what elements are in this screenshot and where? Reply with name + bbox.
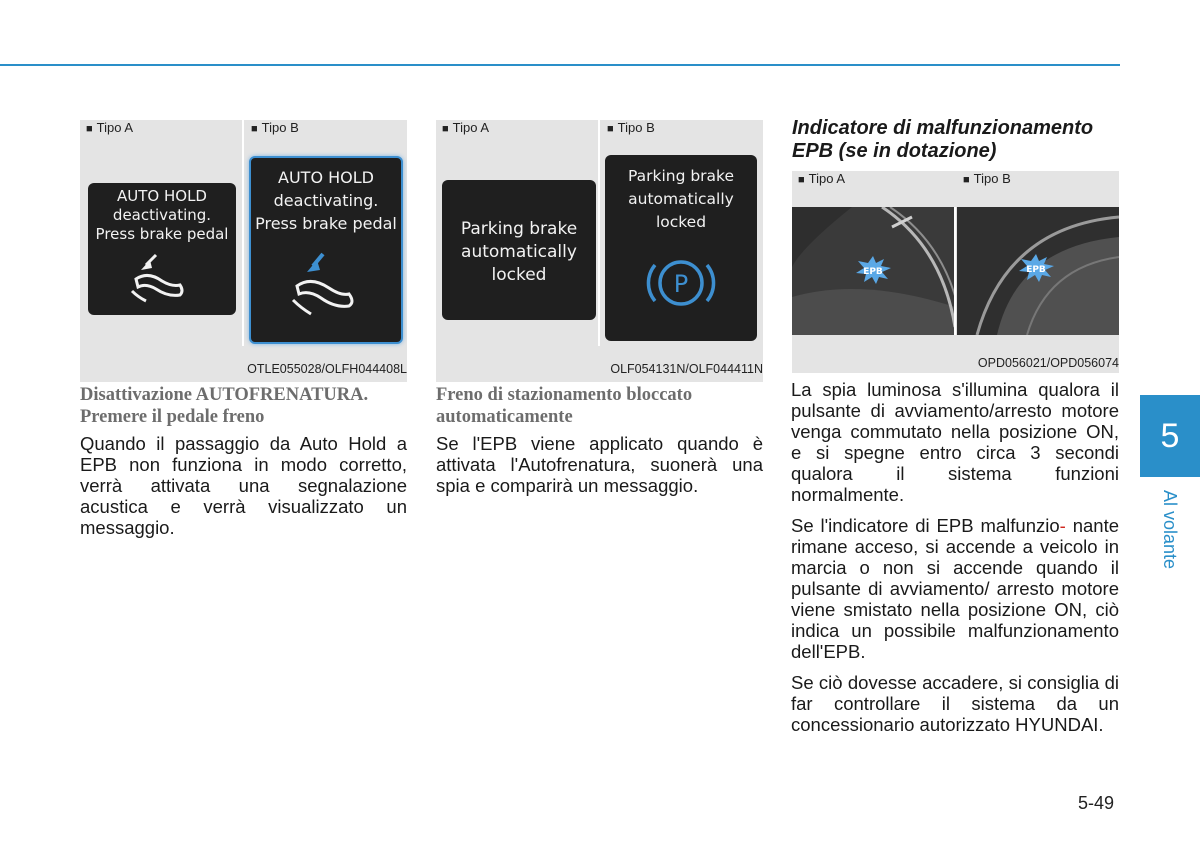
tipo-a-label: ■ Tipo A xyxy=(86,120,134,135)
figure-caption: Freno di stazionamento bloccato automaticamente xyxy=(436,385,693,427)
tipo-b-label: ■ Tipo B xyxy=(607,120,655,135)
figure-epb-indicator xyxy=(792,171,1119,373)
body-paragraphs: La spia luminosa s'illumina qualora il pulsante di avviamento/arresto motore venga commutato nella posizione ON, e si spegne entro circa 3 secondi qualora il sistema funzioni normalmente. Se l'indicatore di EPB malfunzio- nante rimane acceso, si accende a veicolo in marcia o non si accende quando il pulsante di avviamento/ arresto motore viene smistato nella posizione ON, ciò indica un possibile malfunzionamento dell'EPB. Se ciò dovesse accadere, si consiglia di far controllare il sistema da un concessionario autorizzato HYUNDAI. xyxy=(791,379,1119,735)
brake-pedal-icon xyxy=(287,248,367,318)
auto-hold-display-a: AUTO HOLD deactivating. Press brake pedal xyxy=(88,183,236,315)
tipo-b-label: ■ Tipo B xyxy=(251,120,299,135)
chapter-label: Al volante xyxy=(1160,490,1180,570)
figure-code: OLF054131N/OLF044411N xyxy=(610,362,763,376)
body-paragraph: Quando il passaggio da Auto Hold a EPB non funziona in modo corretto, verrà attivata una segnalazione acustica e verrà visualizzato un messaggio. xyxy=(80,433,407,538)
epb-warning-icon xyxy=(854,255,892,285)
cluster-photo-a xyxy=(792,207,955,335)
epb-warning-icon xyxy=(1017,253,1055,283)
page-number: 5-49 xyxy=(1078,793,1115,813)
svg-text:EPB: EPB xyxy=(1026,265,1046,275)
figure-auto-hold xyxy=(80,120,407,382)
parking-brake-icon xyxy=(646,255,716,311)
tipo-a-label: ■ Tipo A xyxy=(442,120,490,135)
tipo-a-label: ■ Tipo A xyxy=(798,171,846,186)
header-rule xyxy=(0,64,1120,66)
figure-caption: Disattivazione AUTOFRENATURA. Premere il pedale freno xyxy=(80,385,369,427)
body-paragraph: Se l'EPB viene applicato quando è attivata l'Autofrenatura, suonerà una spia e comparirà un messaggio. xyxy=(436,433,763,496)
figure-parking-brake xyxy=(436,120,763,382)
cluster-photo-b xyxy=(957,207,1119,335)
brake-pedal-icon xyxy=(128,251,198,306)
auto-hold-display-b: AUTO HOLD deactivating. Press brake pedal xyxy=(249,156,403,344)
section-title: Indicatore di malfunzionamento EPB (se in dotazione) xyxy=(792,117,1094,162)
figure-code: OPD056021/OPD056074 xyxy=(977,356,1119,370)
parking-brake-display-b: Parking brake automatically locked P xyxy=(605,155,757,341)
figure-code: OTLE055028/OLFH044408L xyxy=(247,362,407,376)
svg-text:EPB: EPB xyxy=(863,267,883,277)
svg-text:P: P xyxy=(673,270,689,298)
tipo-b-label: ■ Tipo B xyxy=(963,171,1011,186)
parking-brake-display-a: Parking brake automatically locked xyxy=(442,180,596,320)
chapter-tab: 5 xyxy=(1140,395,1200,477)
